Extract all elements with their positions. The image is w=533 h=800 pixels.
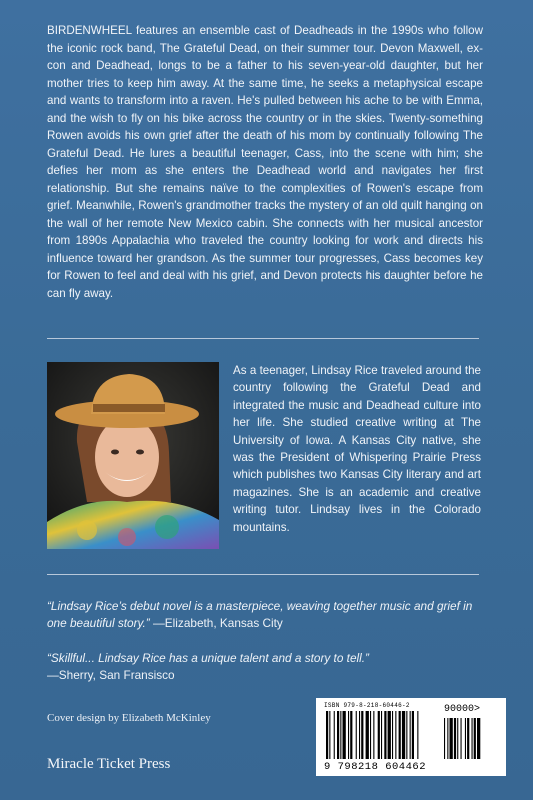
blurb-2-attribution: —Sherry, San Fransisco xyxy=(47,668,175,682)
blurb-2-quote: “Skillful... Lindsay Rice has a unique talent and a story to tell.” xyxy=(47,651,369,665)
top-divider xyxy=(47,338,479,339)
blurb-1-quote: “Lindsay Rice’s debut novel is a masterpiece, weaving together music and grief in one beautiful story.” xyxy=(47,599,473,630)
publisher-name: Miracle Ticket Press xyxy=(47,756,171,772)
isbn-barcode xyxy=(316,698,506,776)
blurb-2 xyxy=(47,650,487,684)
bottom-divider xyxy=(47,574,479,575)
synopsis-text: features an ensemble cast of Deadheads in the 1990s who follow the iconic rock band, The Grateful Dead, on their summer tour. Devon Maxwell, ex-con and Deadhead, longs to be a father to his seven-year-old daughter, but her mother tries to keep him away. At the same time, he seeks a metaphysical escape and wants to transform into a raven. He's pulled between his ache to be with Emma, and the wish to fly on his bike across the country or in the skies. Twenty-something Rowen avoids his own grief after the death of his mom by continually following The Grateful Dead. He lures a beautiful teenager, Cass, into the scene with him; she defies her mom as she enters the Deadhead world and navigates her first relationship. But she remains naïve to the complexities of Rowen's escape from grief. Meanwhile, Rowen's grandmother tracks the mystery of an old quilt hanging on the wall of her remote New Mexico cabin. She connects with her musical ancestor from 1890s Appalachia who traveled the country looking for work and directs his influence toward her grandson. As the summer tour progresses, Cass becomes key for Rowen to feel and deal with his grief, and Devon protects his daughter before he can fly away. xyxy=(47,24,483,300)
blurb-1 xyxy=(47,598,487,632)
blurb-1-attribution: —Elizabeth, Kansas City xyxy=(149,616,283,630)
price-code: 90000> xyxy=(444,704,481,715)
author-portrait-image xyxy=(47,362,219,549)
isbn-digits: 9 798218 604462 xyxy=(324,761,427,773)
book-title-word: BIRDENWHEEL xyxy=(47,24,132,37)
isbn-label: ISBN 979-8-218-60446-2 xyxy=(324,702,410,709)
cover-design-credit: Cover design by Elizabeth McKinley xyxy=(47,712,211,724)
author-photo xyxy=(47,362,219,549)
author-bio: As a teenager, Lindsay Rice traveled around the country following the Grateful Dead and integrated the music and Deadhead culture into her life. She studied creative writing at The University of Iowa. A Kansas City native, she was the President of Whispering Prairie Press which publishes two Kansas City literary and art magazines. She is an academic and creative writing tutor. Lindsay lives in the Colorado mountains. xyxy=(233,364,481,534)
synopsis-paragraph xyxy=(47,22,483,302)
